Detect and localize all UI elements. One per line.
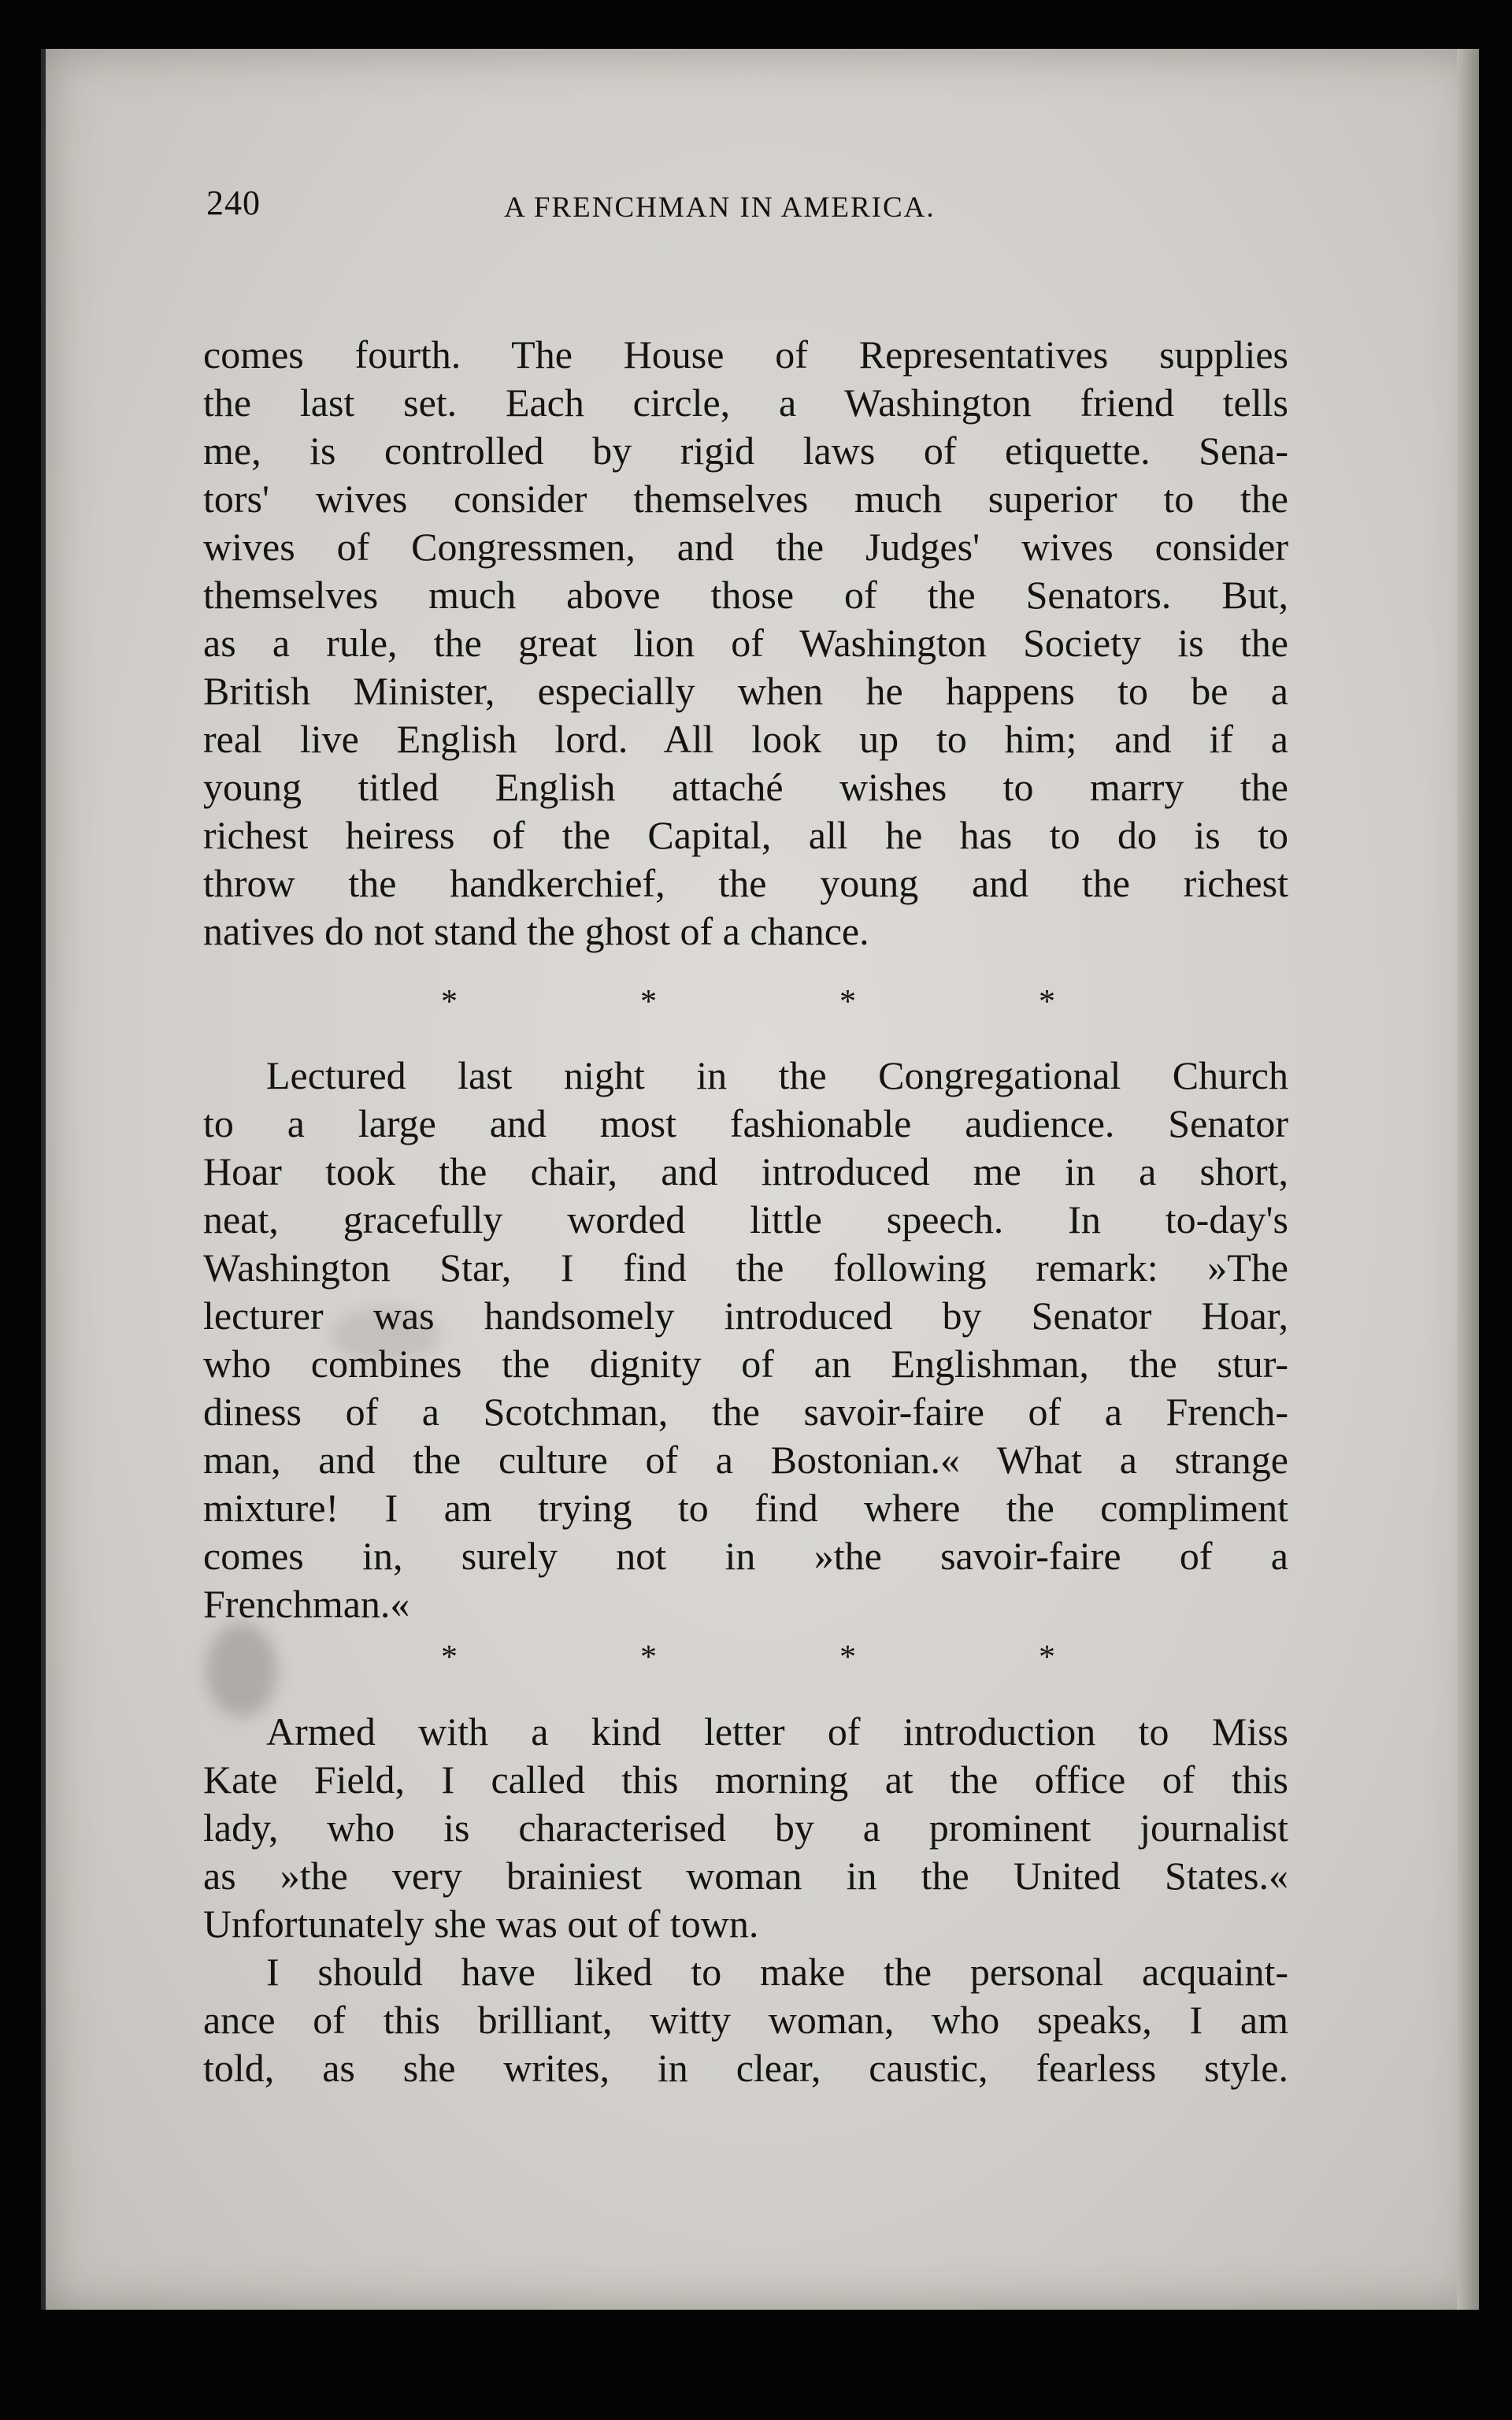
- page-edge-shadow: [1457, 49, 1479, 2310]
- text-line: richest heiress of the Capital, all he has to do is to: [203, 813, 1288, 857]
- paragraph-4: [203, 1948, 1288, 2092]
- text-line: Frenchman.«: [203, 1582, 410, 1626]
- text-line: Armed with a kind letter of introduction to Miss: [266, 1709, 1288, 1754]
- text-line: me, is controlled by rigid laws of etiquette. Sena-: [203, 429, 1288, 473]
- text-line: as »the very brainiest woman in the United States.«: [203, 1854, 1288, 1898]
- section-separator: [441, 1639, 1055, 1686]
- separator-star: *: [441, 1639, 458, 1676]
- text-line: Washington Star, I find the following remark: »The: [203, 1245, 1288, 1290]
- text-line: real live English lord. All look up to him; and if a: [203, 717, 1288, 761]
- text-line: who combines the dignity of an Englishman, the stur-: [203, 1342, 1288, 1386]
- text-line: wives of Congressmen, and the Judges' wives consider: [203, 525, 1288, 569]
- text-line: diness of a Scotchman, the savoir-faire of a French-: [203, 1390, 1288, 1434]
- text-line: told, as she writes, in clear, caustic, fearless style.: [203, 2046, 1288, 2090]
- page-number: 240: [206, 184, 261, 222]
- text-line: ance of this brilliant, witty woman, who speaks, I am: [203, 1998, 1288, 2042]
- text-line: themselves much above those of the Senators. But,: [203, 573, 1288, 617]
- separator-star: *: [1039, 1639, 1055, 1676]
- separator-star: *: [839, 1639, 856, 1676]
- text-line: as a rule, the great lion of Washington Society is the: [203, 621, 1288, 665]
- separator-star: *: [640, 1639, 657, 1676]
- text-line: lady, who is characterised by a prominent journalist: [203, 1806, 1288, 1850]
- text-line: comes in, surely not in »the savoir-faire of a: [203, 1534, 1288, 1578]
- text-line: to a large and most fashionable audience. Senator: [203, 1101, 1288, 1145]
- text-line: young titled English attaché wishes to marry the: [203, 765, 1288, 809]
- separator-star: *: [839, 984, 856, 1020]
- text-line: neat, gracefully worded little speech. In to-day's: [203, 1197, 1288, 1242]
- text-line: the last set. Each circle, a Washington friend tells: [203, 380, 1288, 425]
- text-line: Unfortunately she was out of town.: [203, 1902, 759, 1946]
- separator-star: *: [1039, 984, 1055, 1020]
- paragraph-3: [203, 1708, 1288, 1948]
- text-line: tors' wives consider themselves much superior to the: [203, 477, 1288, 521]
- paragraph-2: [203, 1052, 1288, 1628]
- text-line: comes fourth. The House of Representatives supplies: [203, 332, 1288, 377]
- text-line: British Minister, especially when he happens to be a: [203, 669, 1288, 713]
- text-line: Hoar took the chair, and introduced me in a short,: [203, 1149, 1288, 1193]
- paragraph-1: [203, 331, 1288, 956]
- text-line: natives do not stand the ghost of a chance.: [203, 909, 869, 953]
- section-separator: [441, 983, 1055, 1030]
- text-line: lecturer was handsomely introduced by Senator Hoar,: [203, 1294, 1288, 1338]
- text-line: throw the handkerchief, the young and the richest: [203, 861, 1288, 905]
- text-line: man, and the culture of a Bostonian.« What a strange: [203, 1438, 1288, 1482]
- separator-star: *: [441, 984, 458, 1020]
- text-line: Lectured last night in the Congregational Church: [266, 1053, 1288, 1097]
- text-line: I should have liked to make the personal acquaint-: [266, 1950, 1288, 1994]
- text-line: mixture! I am trying to find where the compliment: [203, 1486, 1288, 1530]
- text-line: Kate Field, I called this morning at the office of this: [203, 1757, 1288, 1802]
- separator-star: *: [640, 984, 657, 1020]
- ink-smudge: [206, 1623, 277, 1717]
- page-header: [206, 183, 1073, 230]
- running-title: A FRENCHMAN IN AMERICA.: [504, 191, 936, 224]
